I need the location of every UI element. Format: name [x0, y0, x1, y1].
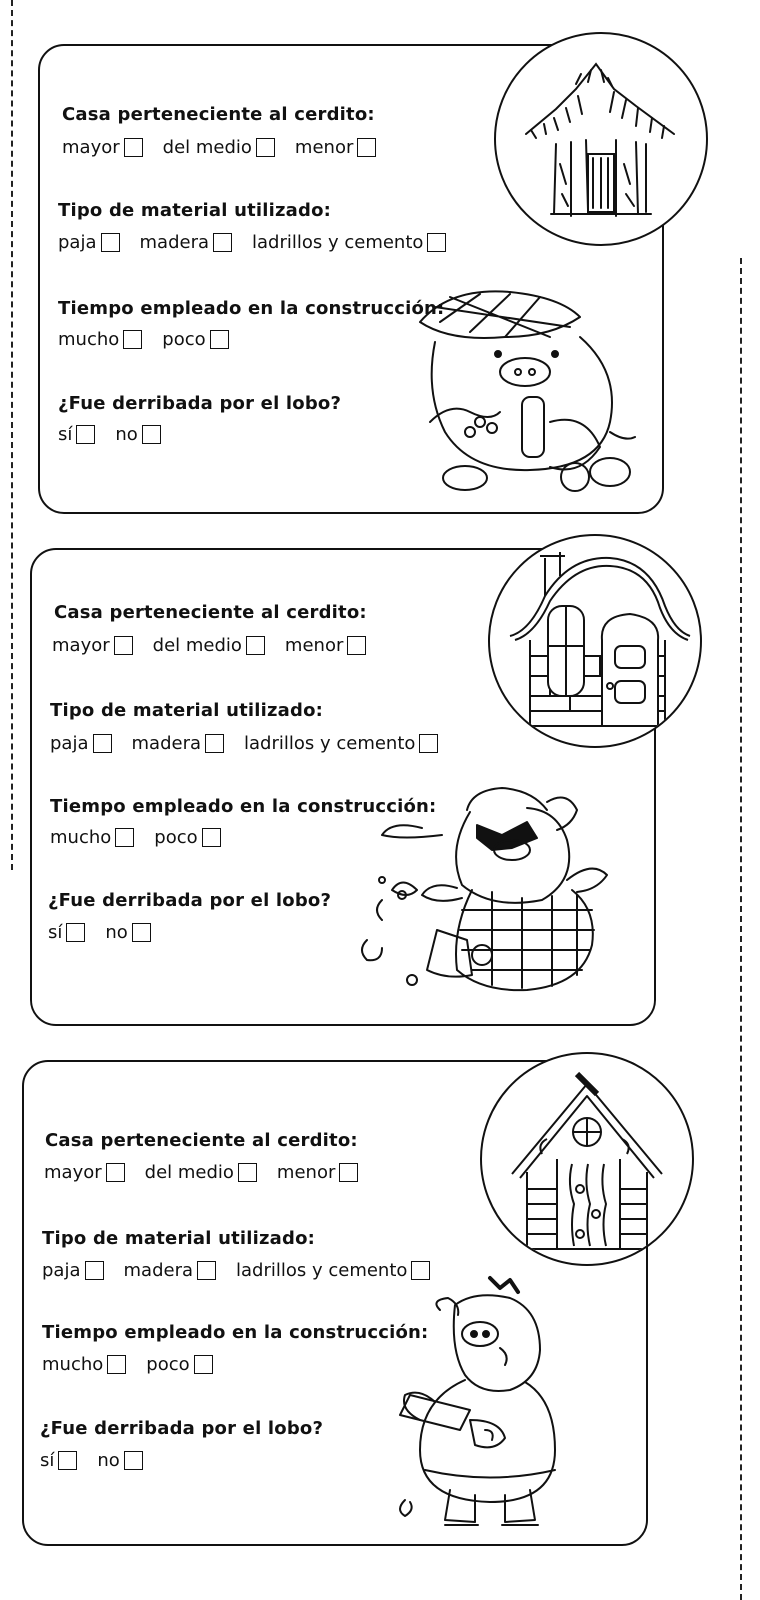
- option-material-ladrillos[interactable]: ladrillos y cemento: [252, 232, 446, 253]
- option-owner-menor[interactable]: menor: [285, 635, 366, 656]
- question-blown: ¿Fue derribada por el lobo?: [58, 393, 342, 414]
- option-time-mucho[interactable]: mucho: [42, 1354, 126, 1375]
- pig-with-straw-icon: [410, 282, 646, 500]
- question-time: Tiempo empleado en la construcción:: [58, 298, 445, 319]
- option-owner-medio[interactable]: del medio: [163, 137, 275, 158]
- cut-line-right: [740, 258, 742, 1600]
- blown-options: [58, 424, 181, 445]
- checkbox[interactable]: [357, 138, 376, 157]
- checkbox[interactable]: [124, 1451, 143, 1470]
- checkbox[interactable]: [202, 828, 221, 847]
- option-owner-mayor[interactable]: mayor: [44, 1162, 125, 1183]
- checkbox[interactable]: [142, 425, 161, 444]
- option-blown-si[interactable]: sí: [58, 424, 95, 445]
- wooden-house-icon: [480, 1052, 694, 1266]
- checkbox[interactable]: [124, 138, 143, 157]
- checkbox[interactable]: [210, 330, 229, 349]
- checkbox[interactable]: [205, 734, 224, 753]
- time-options: [58, 329, 249, 350]
- checkbox[interactable]: [101, 233, 120, 252]
- question-owner: Casa perteneciente al cerdito:: [62, 104, 375, 125]
- owner-options: [52, 635, 386, 656]
- time-options: [42, 1354, 233, 1375]
- option-material-madera[interactable]: madera: [132, 733, 225, 754]
- option-material-madera[interactable]: madera: [124, 1260, 217, 1281]
- option-owner-menor[interactable]: menor: [295, 137, 376, 158]
- checkbox[interactable]: [123, 330, 142, 349]
- blown-options: [48, 922, 171, 943]
- owner-options: [44, 1162, 378, 1183]
- option-material-paja[interactable]: paja: [50, 733, 112, 754]
- checkbox[interactable]: [115, 828, 134, 847]
- option-time-mucho[interactable]: mucho: [50, 827, 134, 848]
- checkbox[interactable]: [419, 734, 438, 753]
- option-time-poco[interactable]: poco: [146, 1354, 212, 1375]
- straw-house-icon: [494, 32, 708, 246]
- blown-options: [40, 1450, 163, 1471]
- option-time-poco[interactable]: poco: [154, 827, 220, 848]
- question-blown: ¿Fue derribada por el lobo?: [40, 1418, 324, 1439]
- question-owner: Casa perteneciente al cerdito:: [54, 602, 367, 623]
- option-owner-mayor[interactable]: mayor: [52, 635, 133, 656]
- checkbox[interactable]: [132, 923, 151, 942]
- question-material: Tipo de material utilizado:: [50, 700, 324, 721]
- question-material: Tipo de material utilizado:: [42, 1228, 316, 1249]
- checkbox[interactable]: [66, 923, 85, 942]
- checkbox[interactable]: [93, 734, 112, 753]
- option-material-ladrillos[interactable]: ladrillos y cemento: [244, 733, 438, 754]
- option-blown-no[interactable]: no: [105, 922, 150, 943]
- question-material: Tipo de material utilizado:: [58, 200, 332, 221]
- checkbox[interactable]: [238, 1163, 257, 1182]
- question-owner: Casa perteneciente al cerdito:: [45, 1130, 358, 1151]
- question-blown: ¿Fue derribada por el lobo?: [48, 890, 332, 911]
- checkbox[interactable]: [339, 1163, 358, 1182]
- checkbox[interactable]: [114, 636, 133, 655]
- question-time: Tiempo empleado en la construcción:: [50, 796, 437, 817]
- checkbox[interactable]: [213, 233, 232, 252]
- checkbox[interactable]: [194, 1355, 213, 1374]
- option-material-ladrillos[interactable]: ladrillos y cemento: [236, 1260, 430, 1281]
- pig-with-mortar-bucket-icon: [352, 780, 622, 1010]
- checkbox[interactable]: [256, 138, 275, 157]
- time-options: [50, 827, 241, 848]
- checkbox[interactable]: [58, 1451, 77, 1470]
- checkbox[interactable]: [197, 1261, 216, 1280]
- owner-options: [62, 137, 396, 158]
- option-owner-medio[interactable]: del medio: [153, 635, 265, 656]
- question-time: Tiempo empleado en la construcción:: [42, 1322, 429, 1343]
- checkbox[interactable]: [107, 1355, 126, 1374]
- checkbox[interactable]: [85, 1261, 104, 1280]
- checkbox[interactable]: [427, 233, 446, 252]
- option-owner-medio[interactable]: del medio: [145, 1162, 257, 1183]
- option-blown-no[interactable]: no: [97, 1450, 142, 1471]
- option-time-mucho[interactable]: mucho: [58, 329, 142, 350]
- option-material-paja[interactable]: paja: [42, 1260, 104, 1281]
- checkbox[interactable]: [76, 425, 95, 444]
- option-blown-si[interactable]: sí: [48, 922, 85, 943]
- option-material-paja[interactable]: paja: [58, 232, 120, 253]
- option-material-madera[interactable]: madera: [140, 232, 233, 253]
- pig-with-saw-icon: [380, 1270, 580, 1536]
- option-time-poco[interactable]: poco: [162, 329, 228, 350]
- cut-line-left: [11, 0, 13, 870]
- checkbox[interactable]: [106, 1163, 125, 1182]
- brick-house-icon: [488, 534, 702, 748]
- material-options: [58, 232, 466, 253]
- option-blown-si[interactable]: sí: [40, 1450, 77, 1471]
- option-blown-no[interactable]: no: [115, 424, 160, 445]
- checkbox[interactable]: [347, 636, 366, 655]
- option-owner-mayor[interactable]: mayor: [62, 137, 143, 158]
- checkbox[interactable]: [246, 636, 265, 655]
- option-owner-menor[interactable]: menor: [277, 1162, 358, 1183]
- material-options: [50, 733, 458, 754]
